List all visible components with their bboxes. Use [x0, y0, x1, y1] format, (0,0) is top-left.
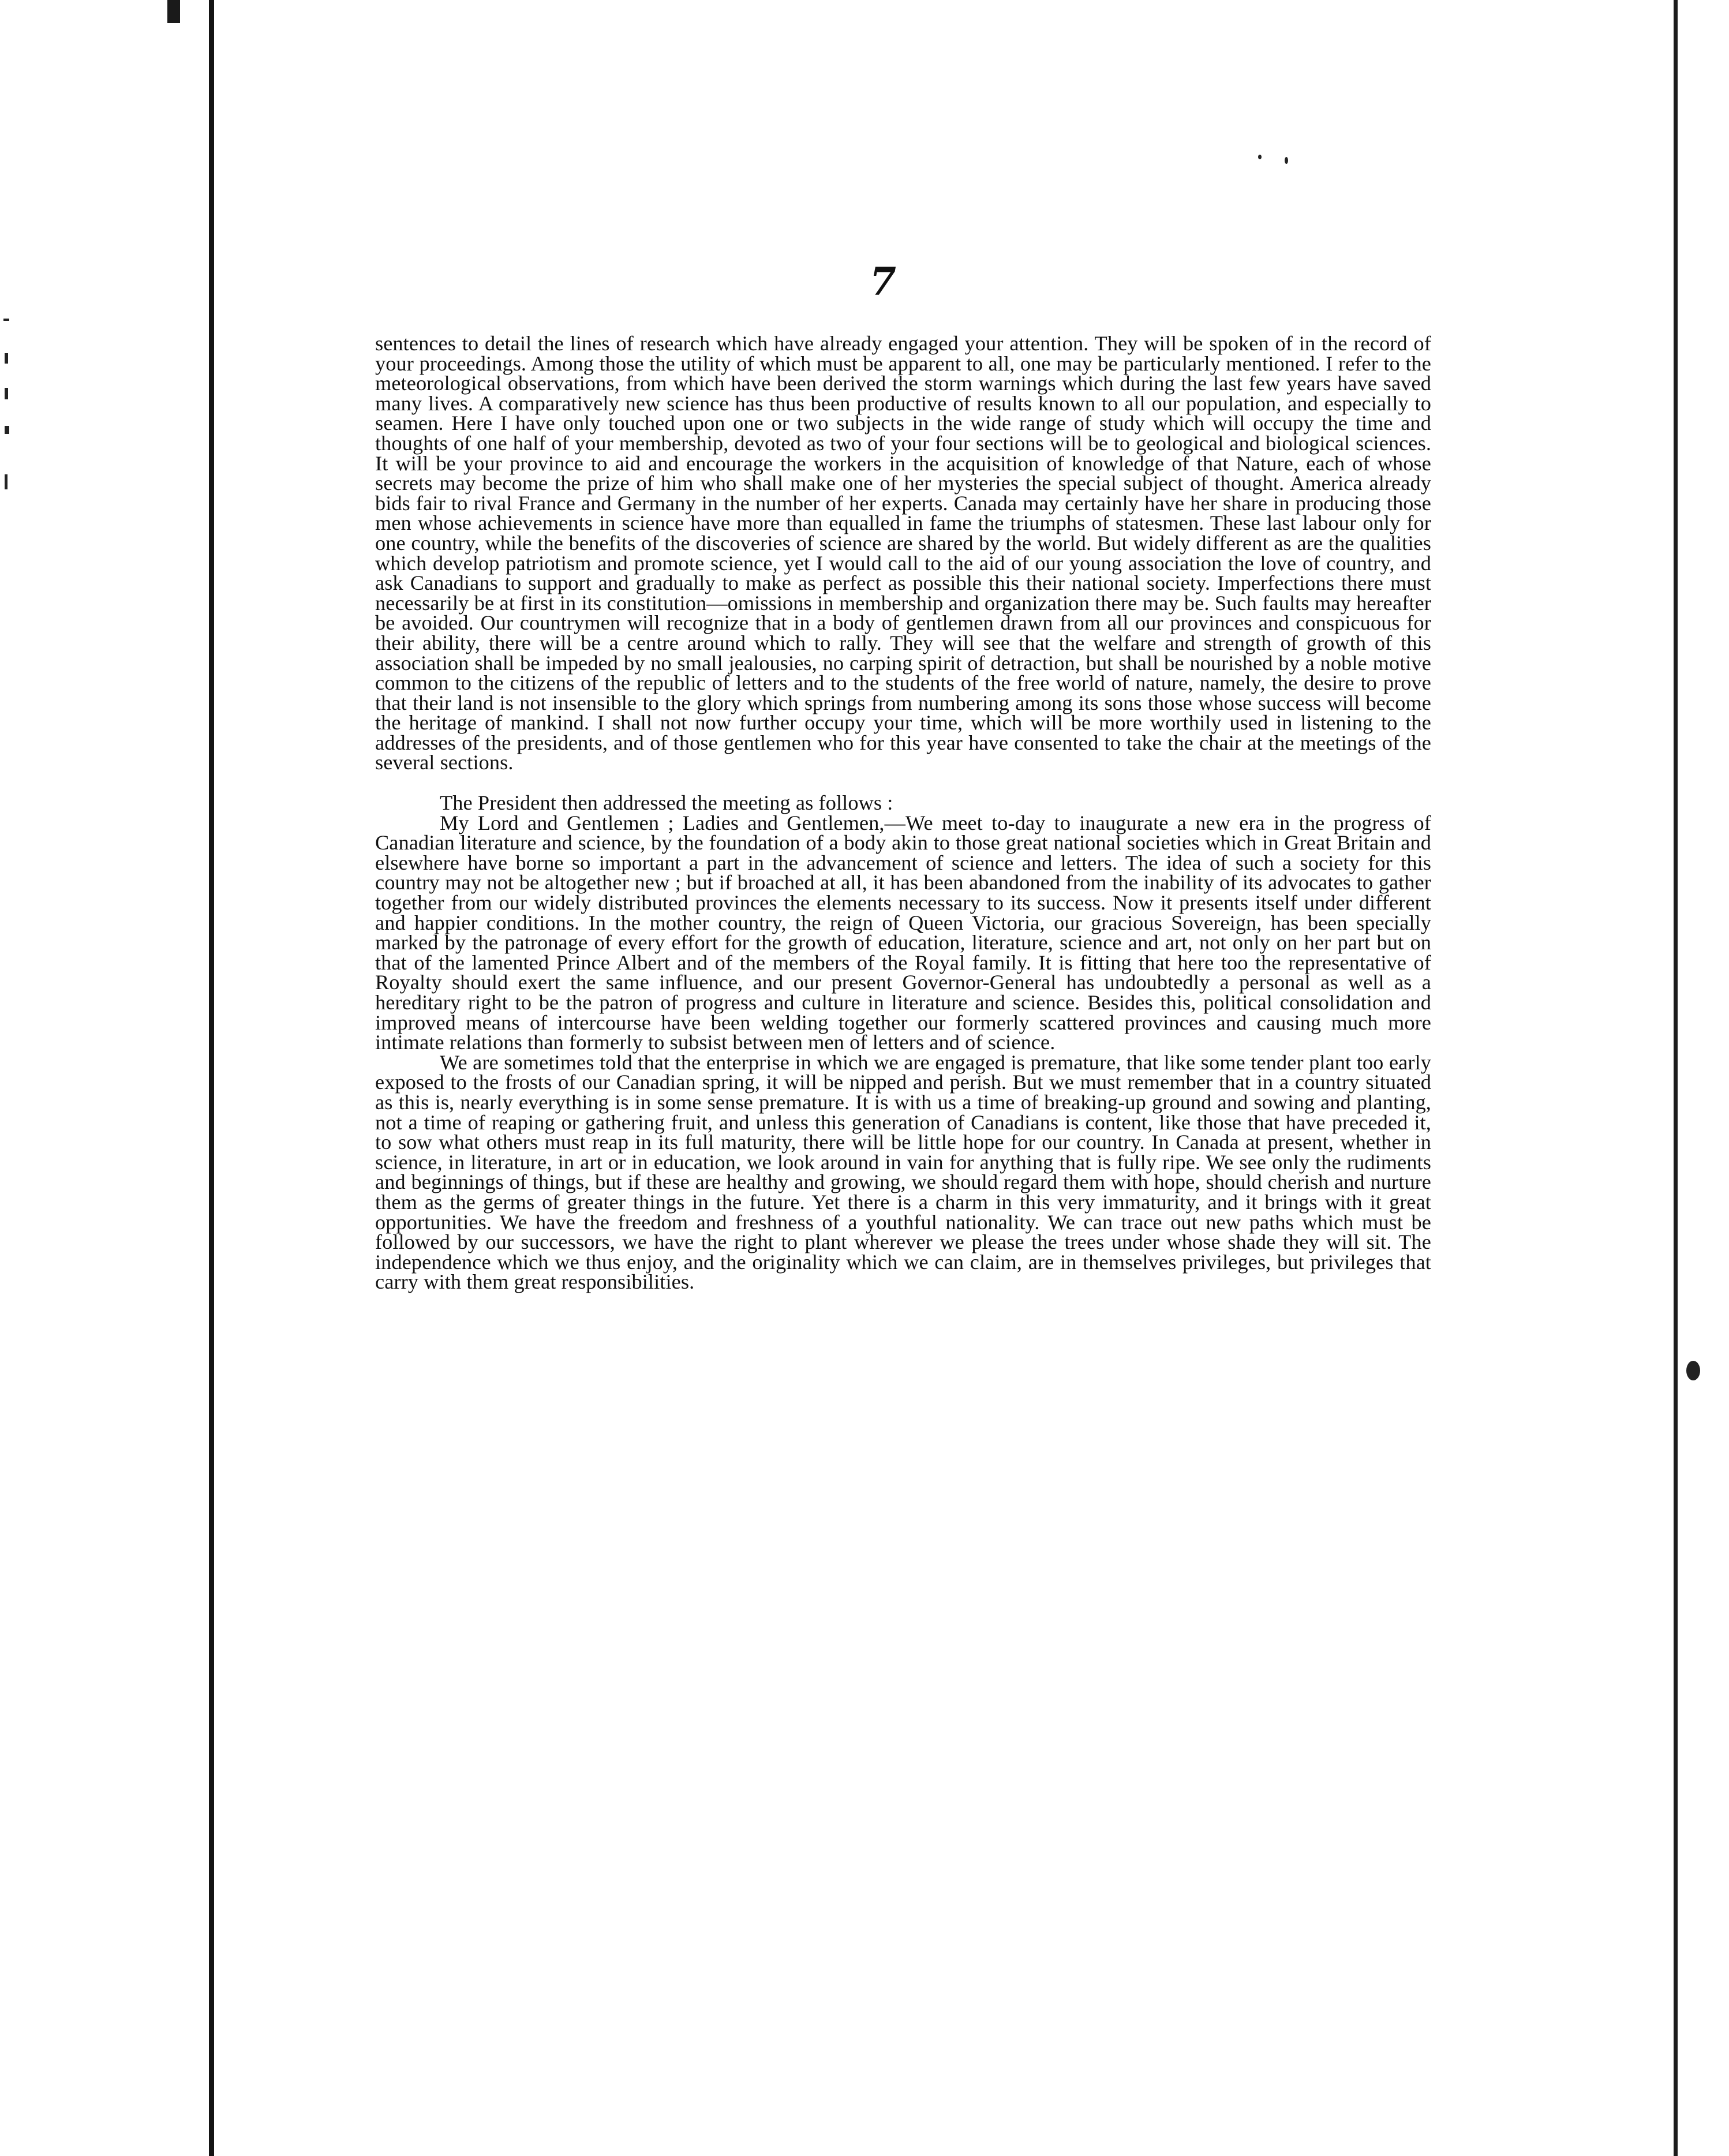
page-number: 7: [870, 259, 896, 304]
scan-speck: [1258, 155, 1262, 159]
facing-page-fragment: [3, 319, 9, 321]
paragraph-continuation: sentences to detail the lines of research which have already engaged your attention. They will be spoken of in the record of your proceedings. Among those the utility of which must be apparent to all, one may be particularly mentioned. I refer to the meteorological observations, from which have been derived the storm warnings which during the last few years have saved many lives. A comparatively new science has thus been productive of results known to all our population, and especially to seamen. Here I have only touched upon one or two subjects in the wide range of study which will occupy the time and thoughts of one half of your membership, devoted as two of your four sections will be to geological and biological sciences. It will be your province to aid and encourage the workers in the acquisition of knowledge of that Nature, each of whose secrets may become the prize of him who shall make one of her mysteries the special subject of thought. America already bids fair to rival France and Germany in the number of her experts. Canada may certainly have her share in producing those men whose achievements in science have more than equalled in fame the triumphs of statesmen. These last labour only for one country, while the benefits of the discoveries of science are shared by the world. But widely different as are the qualities which develop patriotism and promote science, yet I would call to the aid of our young association the love of country, and ask Canadians to support and gradually to make as perfect as possible this their national society. Imperfections there must necessarily be at first in its constitution—omissions in membership and organization there may be. Such faults may hereafter be avoided. Our countrymen will recognize that in a body of gentlemen drawn from all our provinces and conspicuous for their ability, there will be a centre around which to rally. They will see that the welfare and strength of growth of this association shall be impeded by no small jealousies, no carping spirit of detraction, but shall be nourished by a noble motive common to the citizens of the republic of letters and to the students of the free world of nature, namely, the desire to prove that their land is not insensible to the glory which springs from numbering among its sons those whose success will become the heritage of mankind. I shall not now further occupy your time, which will be more worthily used in listening to the addresses of the presidents, and of those gentlemen who for this year have consented to take the chair at the meetings of the several sections.: [375, 332, 1431, 774]
facing-page-fragment: [5, 388, 8, 399]
paragraph-address-enterprise: We are sometimes told that the enterprise in which we are engaged is premature, that like some tender plant too early exposed to the frosts of our Canadian spring, it will be nipped and perish. But we must remember that in a country situated as this is, nearly everything is in some sense premature. It is with us a time of breaking-up ground and sowing and planting, not a time of reaping or gathering fruit, and unless this generation of Canadians is content, like those that have preceded it, to sow what others must reap in its full maturity, there will be little hope for our country. In Canada at present, whether in science, in literature, in art or in education, we look around in vain for anything that is fully ripe. We see only the rudiments and beginnings of things, but if these are healthy and growing, we should regard them with hope, should cherish and nurture them as the germs of greater things in the future. Yet there is a charm in this very immaturity, and it brings with it great opportunities. We have the freedom and freshness of a youthful nationality. We can trace out new paths which must be followed by our successors, we have the right to plant wherever we please the trees under whose shade they will sit. The independence which we thus enjoy, and the originality which we can claim, are in themselves privileges, but privileges that carry with them great responsibilities.: [375, 1050, 1431, 1294]
scan-artifact-mark: [167, 0, 180, 23]
facing-page-fragment: [5, 353, 8, 364]
facing-page-fragment: [5, 474, 8, 489]
facing-page-fragment: [5, 426, 9, 434]
body-text: [375, 334, 1431, 1292]
page-edge-line: [1674, 0, 1678, 2156]
scan-speck: [1285, 157, 1288, 164]
paragraph-president-intro: The President then addressed the meeting as follows :: [440, 791, 893, 815]
scan-speck: [1686, 1361, 1700, 1380]
paragraph-address-opening: My Lord and Gentlemen ; Ladies and Gentlemen,—We meet to-day to inaugurate a new era in the progress of Canadian literature and science, by the foundation of a body akin to those great national societies which in Great Britain and elsewhere have borne so important a part in the advancement of science and letters. The idea of such a society for this country may not be altogether new ; but if broached at all, it has been abandoned from the inability of its advocates to gather together from our widely distributed provinces the elements necessary to its success. Now it presents itself under different and happier conditions. In the mother country, the reign of Queen Victoria, our gracious Sovereign, has been specially marked by the patronage of every effort for the growth of education, literature, science and art, not only on her part but on that of the lamented Prince Albert and of the members of the Royal family. It is fitting that here too the representative of Royalty should exert the same influence, and our present Governor-General has undoubtedly a personal as well as a hereditary right to be the patron of progress and culture in literature and science. Besides this, political consolidation and improved means of intercourse have been welding together our formerly scattered provinces and causing much more intimate relations than formerly to subsist between men of letters and of science.: [375, 811, 1431, 1054]
binding-shadow-line: [209, 0, 214, 2156]
